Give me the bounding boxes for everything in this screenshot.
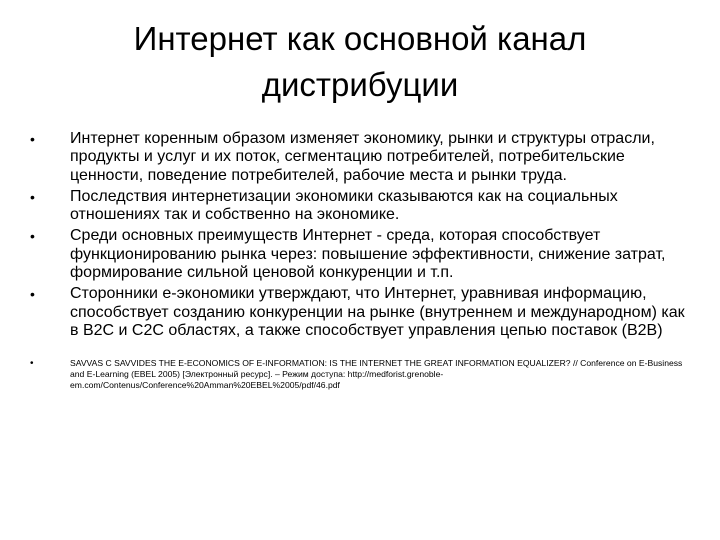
bullet-item [30,130,690,185]
bullet-marker: • [30,358,34,370]
bullet-text: Интернет коренным образом изменяет экономику, рынки и структуры отрасли, продукты и услуг и их поток, сегментацию потребителей, потребительские ценности, поведение потребителей, рабочие места и рынки труда. [70,130,655,184]
bullet-item [30,285,690,340]
bullet-list [30,130,690,391]
title-line-1: Интернет как основной канал [133,20,587,57]
bullet-item [30,188,690,225]
source-note-item [30,358,690,391]
slide-title [60,16,660,108]
source-note-text: SAVVAS C SAVVIDES THE E-ECONOMICS OF E-INFORMATION: IS THE INTERNET THE GREAT INFORMATION EQUALIZER? // Conference on E-Business and E-Learning (EBEL 2005) [Электронный ресурс]. – Режим доступа: http://medforist.grenoble-em.com/Contenus/Conference%20Amman%20EBEL%2005/pdf/46.pdf [70,358,683,391]
title-line-2: дистрибуции [261,66,459,103]
bullet-marker: • [30,131,35,147]
bullet-text: Сторонники е-экономики утверждают, что Интернет, уравнивая информацию, способствует созданию конкуренции на рынке (внутреннем и международном) как в B2C и C2C областях, а также способствует управления цепью поставок (B2B) [70,285,685,339]
bullet-item [30,227,690,282]
bullet-marker: • [30,286,35,303]
bullet-marker: • [30,188,35,205]
bullet-marker: • [30,228,35,245]
bullet-text: Среди основных преимуществ Интернет - среда, которая способствует функционированию рынка через: повышение эффективности, снижение затрат, формирование сильной ценовой конкуренции и т.п. [70,227,666,282]
bullet-text: Последствия интернетизации экономики сказываются как на социальных отношениях так и собственно на экономике. [70,187,618,224]
